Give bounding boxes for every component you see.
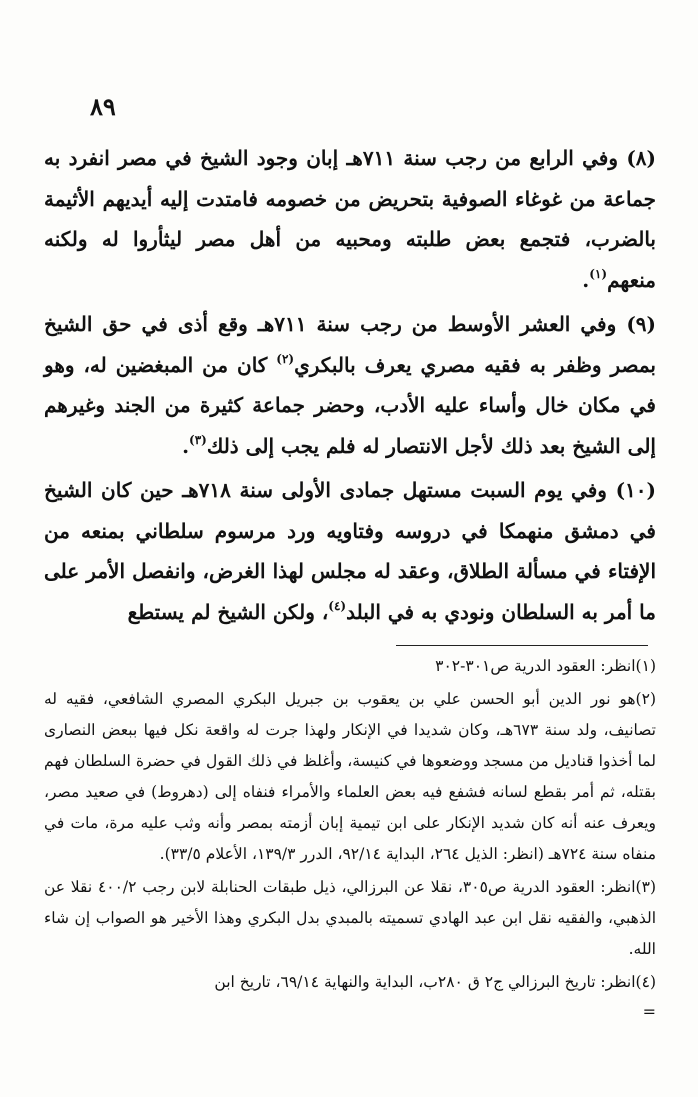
footnote-number: (١) bbox=[635, 657, 656, 675]
paragraph-8: (٨) وفي الرابع من رجب سنة ٧١١هـ إبان وجود الشيخ في مصر انفرد به جماعة من غوغاء الصوفية بتحريض من خصومه فامتدت إليه أيديهم الأثيمة بالضرب، فتجمع بعض طلبته ومحبيه من أهل مصر ليثأروا له ولكنه منعهم$^{(١)}$. bbox=[44, 146, 656, 292]
paragraph-text: وفي الرابع من رجب سنة ٧١١هـ إبان وجود الشيخ في مصر انفرد به جماعة من غوغاء الصوفية بتحريض من خصومه فامتدت إليه أيديهم الأثيمة بالضرب، فتجمع بعض طلبته ومحبيه من أهل مصر ليثأروا له ولكنه منعهم bbox=[44, 146, 656, 292]
paragraph-text: وفي العشر الأوسط من رجب سنة ٧١١هـ وقع أذى في حق الشيخ بمصر وظفر به فقيه مصري يعرف بالبكري bbox=[44, 312, 656, 377]
footnote-text: هو نور الدين أبو الحسن علي بن يعقوب بن جبريل البكري المصري الشافعي، فقيه له تصانيف، ولد سنة ٦٧٣هـ، وكان شديدا في الإنكار ولهذا جرت له واقعة نكل فيها ببعض النصارى لما أخذوا قناديل من مسجد ووضعوها في كنيسة، وأغلظ في ذلك القول في حضرة السلطان فهم بقتله، ثم أمر بقطع لسانه فشفع فيه بعض العلماء والأمراء فنفاه إلى (دهروط) في صعيد مصر، ويعرف عنه أنه كان شديد الإنكار على ابن تيمية إبان أزمته بمصر وأنه وثب عليه مرة، مات في منفاه سنة ٧٢٤هـ (انظر: الذيل ٢٦٤، البداية ٩٢/١٤، الدرر ١٣٩/٣، الأعلام ٣٣/٥). bbox=[44, 690, 656, 863]
continuation-mark: = bbox=[642, 1002, 656, 1021]
footnote-number: (٣) bbox=[635, 878, 656, 896]
paragraph-9: (٩) وفي العشر الأوسط من رجب سنة ٧١١هـ وقع أذى في حق الشيخ بمصر وظفر به فقيه مصري يعرف بالبكري$^{(٢)}$ كان من المبغضين له، وهو في مكان خال وأساء عليه الأدب، وحضر جماعة كثيرة من الجند وغيرهم إلى الشيخ بعد ذلك لأجل الانتصار له فلم يجب إلى ذلك$^{(٣)}$. bbox=[44, 312, 656, 458]
footnote-3 bbox=[44, 872, 656, 965]
footnote-text: انظر: تاريخ البرزالي ج٢ ق ٢٨٠ب، البداية والنهاية ٦٩/١٤، تاريخ ابن bbox=[214, 973, 636, 991]
footnote-number: (٤) bbox=[635, 973, 656, 991]
footnote-number: (٢) bbox=[635, 690, 656, 708]
footnote-ref: (٢) bbox=[276, 351, 295, 366]
footnotes bbox=[44, 651, 656, 1024]
footnote-text: انظر: العقود الدرية ص٣٠٥، نقلا عن البرزالي، ذيل طبقات الحنابلة لابن رجب ٤٠٠/٢ نقلا عن الذهبي، والفقيه نقل ابن عبد الهادي تسميته بالمبدي بدل البكري وهذا الأخير هو الصواب إن شاء الله. bbox=[44, 878, 656, 958]
paragraph-text: وفي يوم السبت مستهل جمادى الأولى سنة ٧١٨هـ حين كان الشيخ في دمشق منهمكا في دروسه وفتاويه ورد مرسوم سلطاني بمنعه من الإفتاء في مسألة الطلاق، وعقد له مجلس لهذا الغرض، وانفصل الأمر على ما أمر به السلطان ونودي به في البلد bbox=[44, 478, 656, 624]
paragraph-number: (٨) bbox=[626, 146, 656, 170]
footnote-divider bbox=[396, 645, 648, 646]
footnote-ref: (١) bbox=[589, 266, 608, 281]
footnote-ref: (٤) bbox=[328, 598, 347, 613]
paragraph-number: (١٠) bbox=[615, 478, 656, 502]
footnote-1 bbox=[44, 651, 656, 682]
main-text bbox=[44, 138, 656, 636]
footnote-text: انظر: العقود الدرية ص٣٠١-٣٠٢ bbox=[435, 657, 636, 675]
footnote-ref: (٣) bbox=[189, 432, 207, 447]
page-number: ٨٩ bbox=[90, 92, 116, 121]
footnote-4 bbox=[44, 967, 656, 998]
paragraph-number: (٩) bbox=[626, 312, 656, 336]
paragraph-10: (١٠) وفي يوم السبت مستهل جمادى الأولى سنة ٧١٨هـ حين كان الشيخ في دمشق منهمكا في دروسه وفتاويه ورد مرسوم سلطاني بمنعه من الإفتاء في مسألة الطلاق، وعقد له مجلس لهذا الغرض، وانفصل الأمر على ما أمر به السلطان ونودي به في البلد$^{(٤)}$، ولكن الشيخ لم يستطع bbox=[44, 478, 656, 624]
footnote-2 bbox=[44, 684, 656, 870]
